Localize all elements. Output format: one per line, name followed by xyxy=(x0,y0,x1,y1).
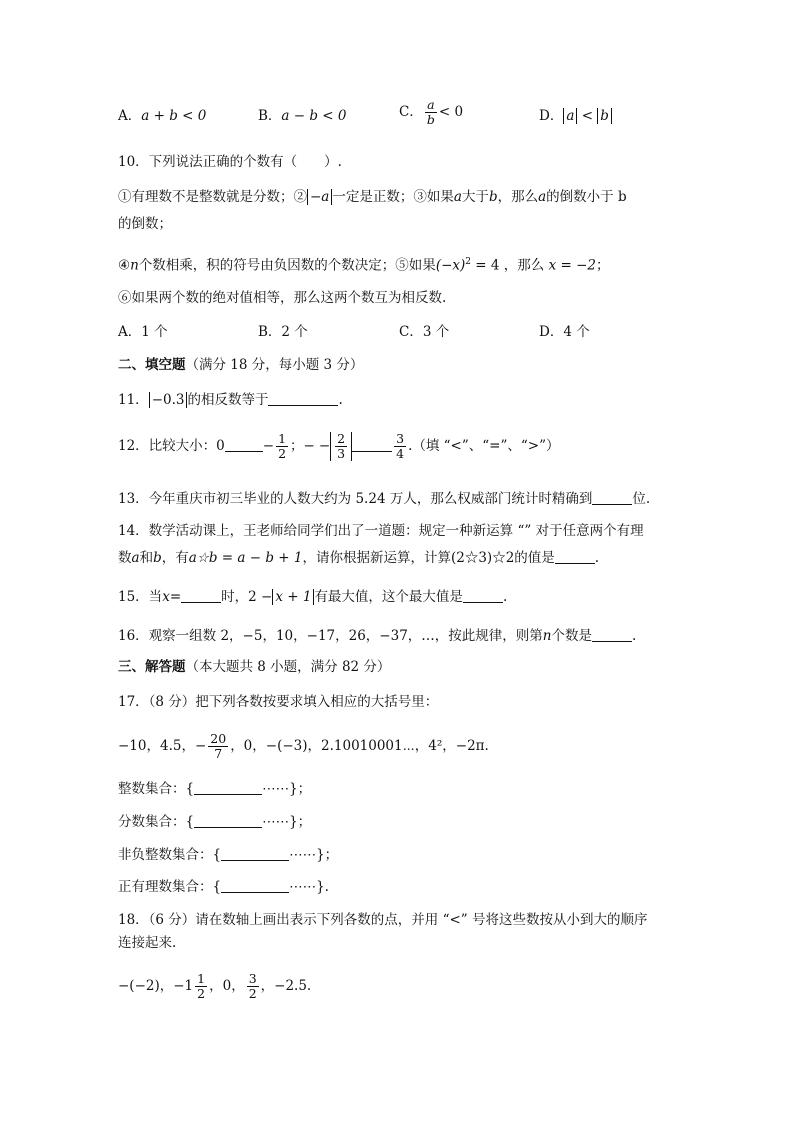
fraction: $\frac{3}{4}$ xyxy=(396,431,405,461)
q18-line2: 连接起来. xyxy=(118,935,177,951)
q17-numbers: −10，4.5，− $\frac{20}{7}$ ，0，−(−3)，2.10010001⋯，4²，−2π. xyxy=(118,731,489,761)
q17-title: 17．（8 分）把下列各数按要求填入相应的大括号里： xyxy=(118,694,439,710)
q14-answer-blank[interactable] xyxy=(555,549,595,564)
q10-option-a[interactable]: A．1 个 xyxy=(118,324,168,340)
q9-option-a[interactable]: A．a + b < 0 xyxy=(118,108,207,124)
fraction: $\frac{3}{2}$ xyxy=(248,971,257,1001)
fraction: $\frac{2}{3}$ xyxy=(337,431,346,461)
q10-title: 10．下列说法正确的个数有（ ）. xyxy=(118,154,342,170)
q10-option-d[interactable]: D．4 个 xyxy=(539,324,590,340)
q10-option-c[interactable]: C．3 个 xyxy=(399,324,450,340)
q10-line3: ④n个数相乘，积的符号由负因数的个数决定；⑤如果$(-x)^2 = 4$ ，那么 x = −2； xyxy=(118,257,610,274)
q15-answer-blank-1[interactable] xyxy=(181,588,221,603)
q14-line1: 14．数学活动课上，王老师给同学们出了一道题：规定一种新运算 “” 对于任意两个有理 xyxy=(118,523,644,539)
q12-answer-blank-1[interactable] xyxy=(225,437,263,452)
fraction: $\frac{a}{b}$ xyxy=(426,97,435,127)
fraction: $\frac{1}{2}$ xyxy=(197,971,206,1001)
q15: 15．当x= 时，2 − x + 1 有最大值，这个最大值是 . xyxy=(118,589,508,605)
q10-line2: 的倒数； xyxy=(118,216,172,232)
q9-option-b[interactable]: B．a − b < 0 xyxy=(258,108,347,124)
q18-line1: 18．（6 分）请在数轴上画出表示下列各数的点，并用 “<” 号将这些数按从小到大的顺序 xyxy=(118,912,648,928)
q10-line4: ⑥如果两个数的绝对值相等，那么这两个数互为相反数. xyxy=(118,290,447,306)
q17-integer-set: 整数集合：{ ⋯⋯}； xyxy=(118,781,312,797)
q9-option-c[interactable]: C． $\frac{a}{b}$ < 0 xyxy=(399,97,464,127)
fraction: $\frac{20}{7}$ xyxy=(210,731,227,761)
q11: 11． −0.3 的相反数等于 . xyxy=(118,392,343,408)
q18-numbers: −(−2)，−1 $\frac{1}{2}$ ，0， $\frac{3}{2}$ ，−2.5. xyxy=(118,971,312,1001)
q11-answer-blank[interactable] xyxy=(268,391,338,406)
q17-nonneg-integer-blank[interactable] xyxy=(221,846,289,861)
q15-answer-blank-2[interactable] xyxy=(463,588,503,603)
q17-pos-rational-blank[interactable] xyxy=(221,878,289,893)
q17-pos-rational-set: 正有理数集合：{ ⋯⋯}. xyxy=(118,879,329,895)
q9-option-d[interactable]: D． a < b xyxy=(539,106,612,126)
q17-fraction-blank[interactable] xyxy=(194,813,262,828)
fraction: $\frac{1}{2}$ xyxy=(278,431,287,461)
q12-answer-blank-2[interactable] xyxy=(352,437,392,452)
q13: 13．今年重庆市初三毕业的人数大约为 5.24 万人，那么权威部门统计时精确到 位. xyxy=(118,491,651,507)
q16-answer-blank[interactable] xyxy=(592,627,632,642)
q16: 16．观察一组数 2，−5，10，−17，26，−37，…，按此规律，则第n个数是 . xyxy=(118,628,637,644)
q17-integer-blank[interactable] xyxy=(194,780,262,795)
q10-line1: ①有理数不是整数就是分数；② −a 一定是正数；③如果a大于b，那么a的倒数小于 b xyxy=(118,189,627,205)
q10-option-b[interactable]: B．2 个 xyxy=(258,324,308,340)
q17-nonneg-integer-set: 非负整数集合：{ ⋯⋯}； xyxy=(118,847,339,863)
q17-fraction-set: 分数集合：{ ⋯⋯}； xyxy=(118,814,312,830)
q12: 12．比较大小：0 − $\frac{1}{2}$ ；− − $\frac{2}{3}$ $\frac{3}{4}$ .（填 “<”、“=”、“>”） xyxy=(118,431,560,461)
section-3-heading: 三、解答题（本大题共 8 小题，满分 82 分） xyxy=(118,659,391,675)
q13-answer-blank[interactable] xyxy=(592,490,632,505)
section-2-heading: 二、填空题（满分 18 分，每小题 3 分） xyxy=(118,357,364,373)
q14-line2: 数a和b，有a☆b = a − b + 1，请你根据新运算，计算(2☆3)☆2的值是 . xyxy=(118,550,600,566)
